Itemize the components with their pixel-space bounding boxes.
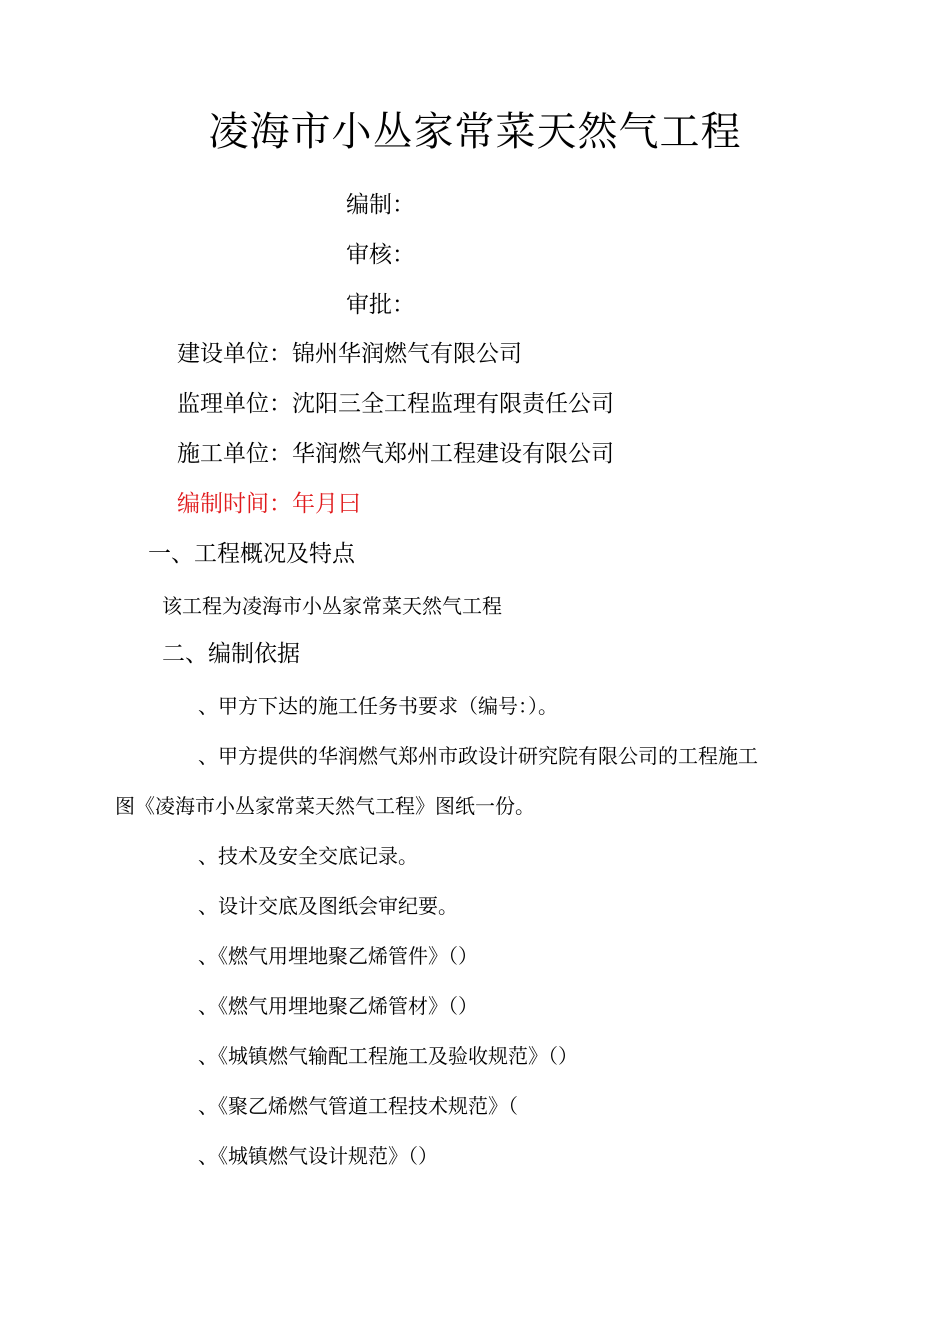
basis-item: 、《聚乙烯燃气管道工程技术规范》（ <box>198 1094 518 1118</box>
section2-heading: 二、编制依据 <box>162 641 300 667</box>
compile-label: 编制： <box>346 192 415 218</box>
supervision-unit-line: 监理单位：沈阳三全工程监理有限责任公司 <box>177 391 614 417</box>
compile-time-line: 编制时间：年月曰 <box>177 491 361 517</box>
section1-text: 该工程为凌海市小丛家常菜天然气工程 <box>162 594 502 618</box>
basis-item: 、《城镇燃气设计规范》（） <box>198 1144 438 1168</box>
section1-heading: 一、工程概况及特点 <box>148 541 355 567</box>
basis-item: 、《城镇燃气输配工程施工及验收规范》（） <box>198 1044 578 1068</box>
basis-item-continuation: 图《凌海市小丛家常菜天然气工程》图纸一份。 <box>115 794 535 818</box>
basis-item: 、《燃气用埋地聚乙烯管件》（） <box>198 944 478 968</box>
contractor-unit-line: 施工单位：华润燃气郑州工程建设有限公司 <box>177 441 614 467</box>
basis-item: 、《燃气用埋地聚乙烯管材》（） <box>198 994 478 1018</box>
basis-item: 、技术及安全交底记录。 <box>198 844 418 868</box>
basis-item: 、设计交底及图纸会审纪要。 <box>198 894 458 918</box>
approve-label: 审批： <box>346 292 415 318</box>
document-title: 凌海市小丛家常菜天然气工程 <box>208 109 742 155</box>
basis-item: 、甲方下达的施工任务书要求（编号：）。 <box>198 694 558 718</box>
review-label: 审核： <box>346 242 415 268</box>
basis-item: 、甲方提供的华润燃气郑州市政设计研究院有限公司的工程施工 <box>198 744 758 768</box>
construction-owner-line: 建设单位：锦州华润燃气有限公司 <box>177 341 522 367</box>
